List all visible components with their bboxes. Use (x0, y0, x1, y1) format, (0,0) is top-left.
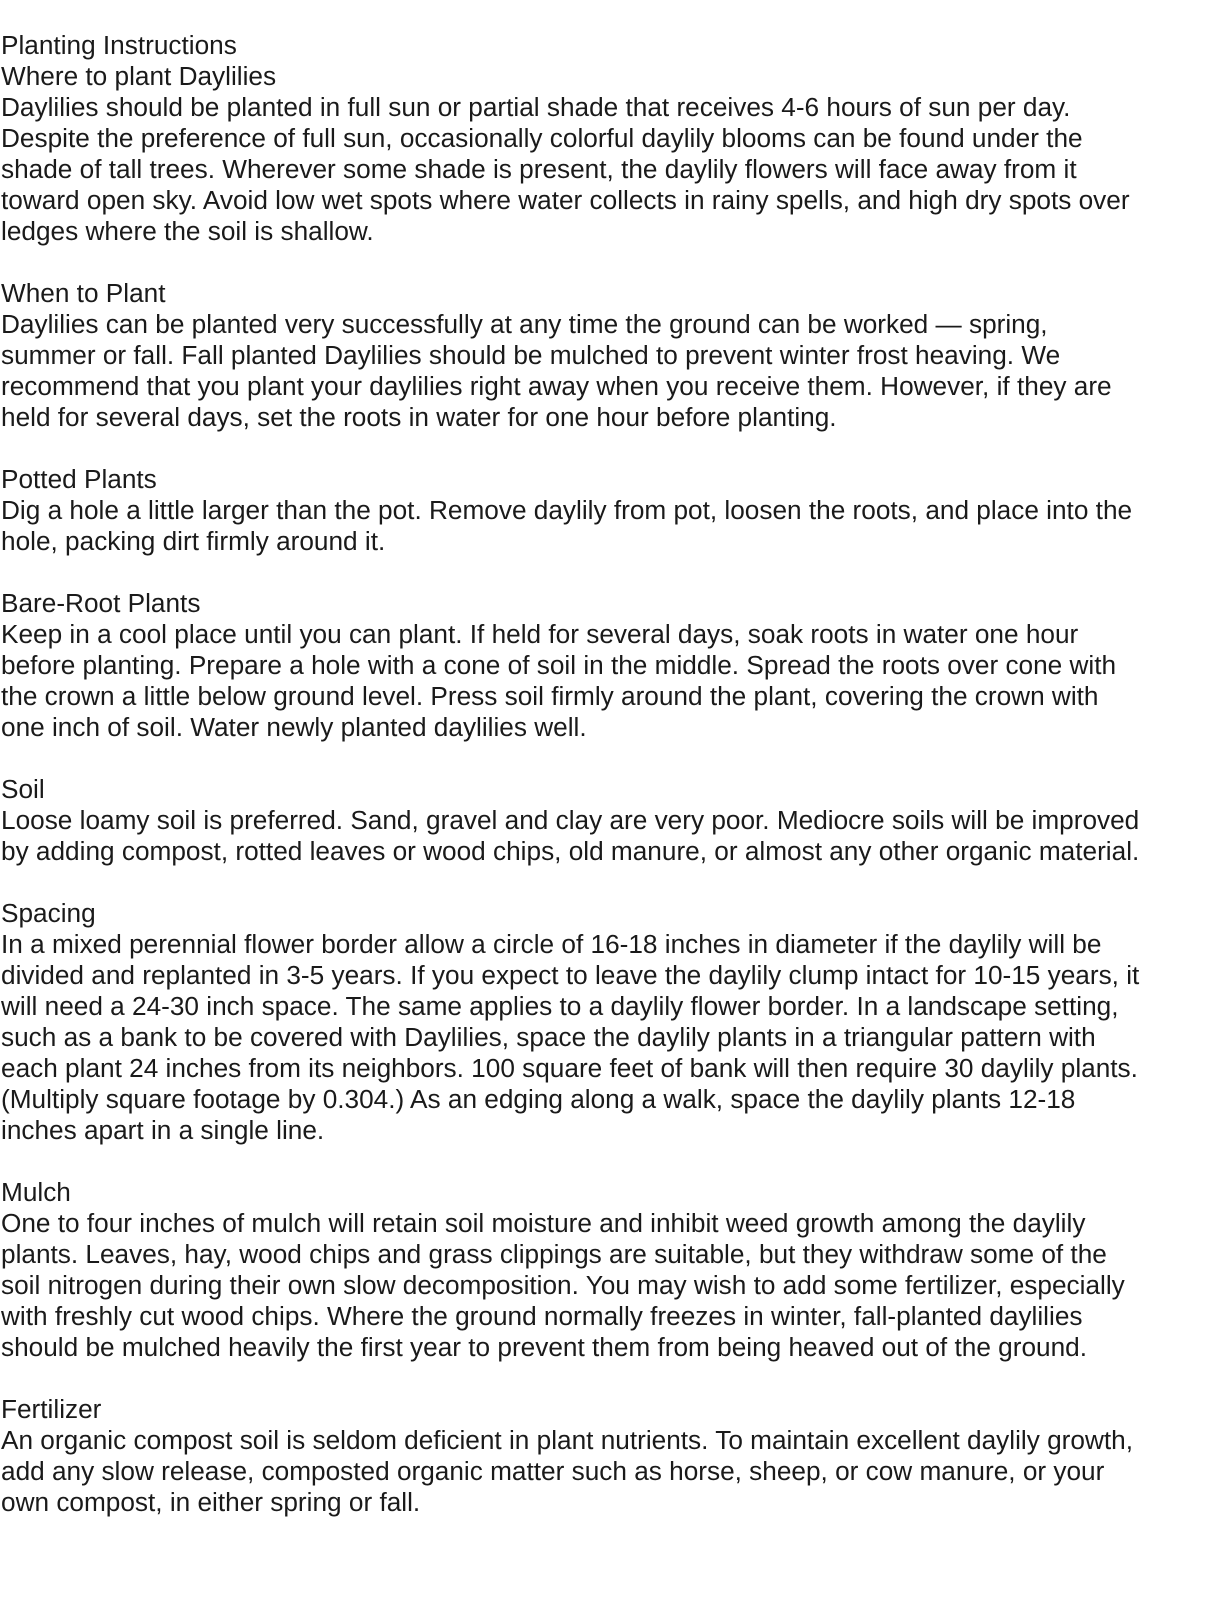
sections-container (1, 61, 1227, 1518)
paragraph-line: hole, packing dirt firmly around it. (1, 526, 386, 556)
section-heading: Potted Plants (1, 464, 157, 494)
paragraph-line: In a mixed perennial flower border allow a circle of 16-18 inches in diameter if the daylily will be (1, 929, 1102, 959)
section (1, 61, 1227, 247)
paragraph-line: ledges where the soil is shallow. (1, 216, 374, 246)
section-heading: Fertilizer (1, 1394, 102, 1424)
section (1, 464, 1227, 557)
paragraph-line: will need a 24-30 inch space. The same applies to a daylily flower border. In a landscape setting, (1, 991, 1119, 1021)
paragraph-line: Keep in a cool place until you can plant. If held for several days, soak roots in water one hour (1, 619, 1079, 649)
paragraph-line: shade of tall trees. Wherever some shade is present, the daylily flowers will face away from it (1, 154, 1077, 184)
section-heading: Soil (1, 774, 45, 804)
paragraph-line: One to four inches of mulch will retain soil moisture and inhibit weed growth among the daylily (1, 1208, 1086, 1238)
paragraph-line: divided and replanted in 3-5 years. If you expect to leave the daylily clump intact for 10-15 years, it (1, 960, 1140, 990)
paragraph-line: Daylilies can be planted very successfully at any time the ground can be worked — spring, (1, 309, 1048, 339)
section (1, 278, 1227, 433)
paragraph-line: with freshly cut wood chips. Where the ground normally freezes in winter, fall-planted daylilies (1, 1301, 1083, 1331)
paragraph-line: (Multiply square footage by 0.304.) As an edging along a walk, space the daylily plants 12-18 (1, 1084, 1076, 1114)
section-heading: Where to plant Daylilies (1, 61, 277, 91)
document (1, 30, 1227, 1549)
paragraph-line: Daylilies should be planted in full sun or partial shade that receives 4-6 hours of sun per day. (1, 92, 1071, 122)
paragraph-line: plants. Leaves, hay, wood chips and grass clippings are suitable, but they withdraw some of the (1, 1239, 1107, 1269)
paragraph-line: the crown a little below ground level. Press soil firmly around the plant, covering the crown with (1, 681, 1099, 711)
paragraph-line: toward open sky. Avoid low wet spots where water collects in rainy spells, and high dry spots over (1, 185, 1130, 215)
section (1, 774, 1227, 867)
paragraph-line: held for several days, set the roots in water for one hour before planting. (1, 402, 837, 432)
paragraph-line: should be mulched heavily the first year to prevent them from being heaved out of the ground. (1, 1332, 1087, 1362)
paragraph-line: such as a bank to be covered with Daylilies, space the daylily plants in a triangular pattern with (1, 1022, 1096, 1052)
section-heading: When to Plant (1, 278, 166, 308)
paragraph-line: each plant 24 inches from its neighbors. 100 square feet of bank will then require 30 daylily plants. (1, 1053, 1138, 1083)
section (1, 1177, 1227, 1363)
paragraph-line: inches apart in a single line. (1, 1115, 325, 1145)
document-title: Planting Instructions (1, 30, 237, 60)
paragraph-line: summer or fall. Fall planted Daylilies should be mulched to prevent winter frost heaving. We (1, 340, 1061, 370)
paragraph-line: An organic compost soil is seldom deficient in plant nutrients. To maintain excellent daylily growth, (1, 1425, 1133, 1455)
section-heading: Bare-Root Plants (1, 588, 201, 618)
section (1, 1394, 1227, 1518)
paragraph-line: Dig a hole a little larger than the pot. Remove daylily from pot, loosen the roots, and place into the (1, 495, 1133, 525)
section (1, 588, 1227, 743)
paragraph-line: soil nitrogen during their own slow decomposition. You may wish to add some fertilizer, especially (1, 1270, 1125, 1300)
paragraph-line: own compost, in either spring or fall. (1, 1487, 421, 1517)
paragraph-line: Loose loamy soil is preferred. Sand, gravel and clay are very poor. Mediocre soils will be improved (1, 805, 1140, 835)
paragraph-line: before planting. Prepare a hole with a cone of soil in the middle. Spread the roots over cone with (1, 650, 1117, 680)
section (1, 898, 1227, 1146)
paragraph-line: recommend that you plant your daylilies right away when you receive them. However, if they are (1, 371, 1112, 401)
paragraph-line: Despite the preference of full sun, occasionally colorful daylily blooms can be found under the (1, 123, 1083, 153)
paragraph-line: add any slow release, composted organic matter such as horse, sheep, or cow manure, or your (1, 1456, 1105, 1486)
paragraph-line: by adding compost, rotted leaves or wood chips, old manure, or almost any other organic material. (1, 836, 1140, 866)
paragraph-line: one inch of soil. Water newly planted daylilies well. (1, 712, 587, 742)
section-heading: Spacing (1, 898, 96, 928)
section-heading: Mulch (1, 1177, 71, 1207)
